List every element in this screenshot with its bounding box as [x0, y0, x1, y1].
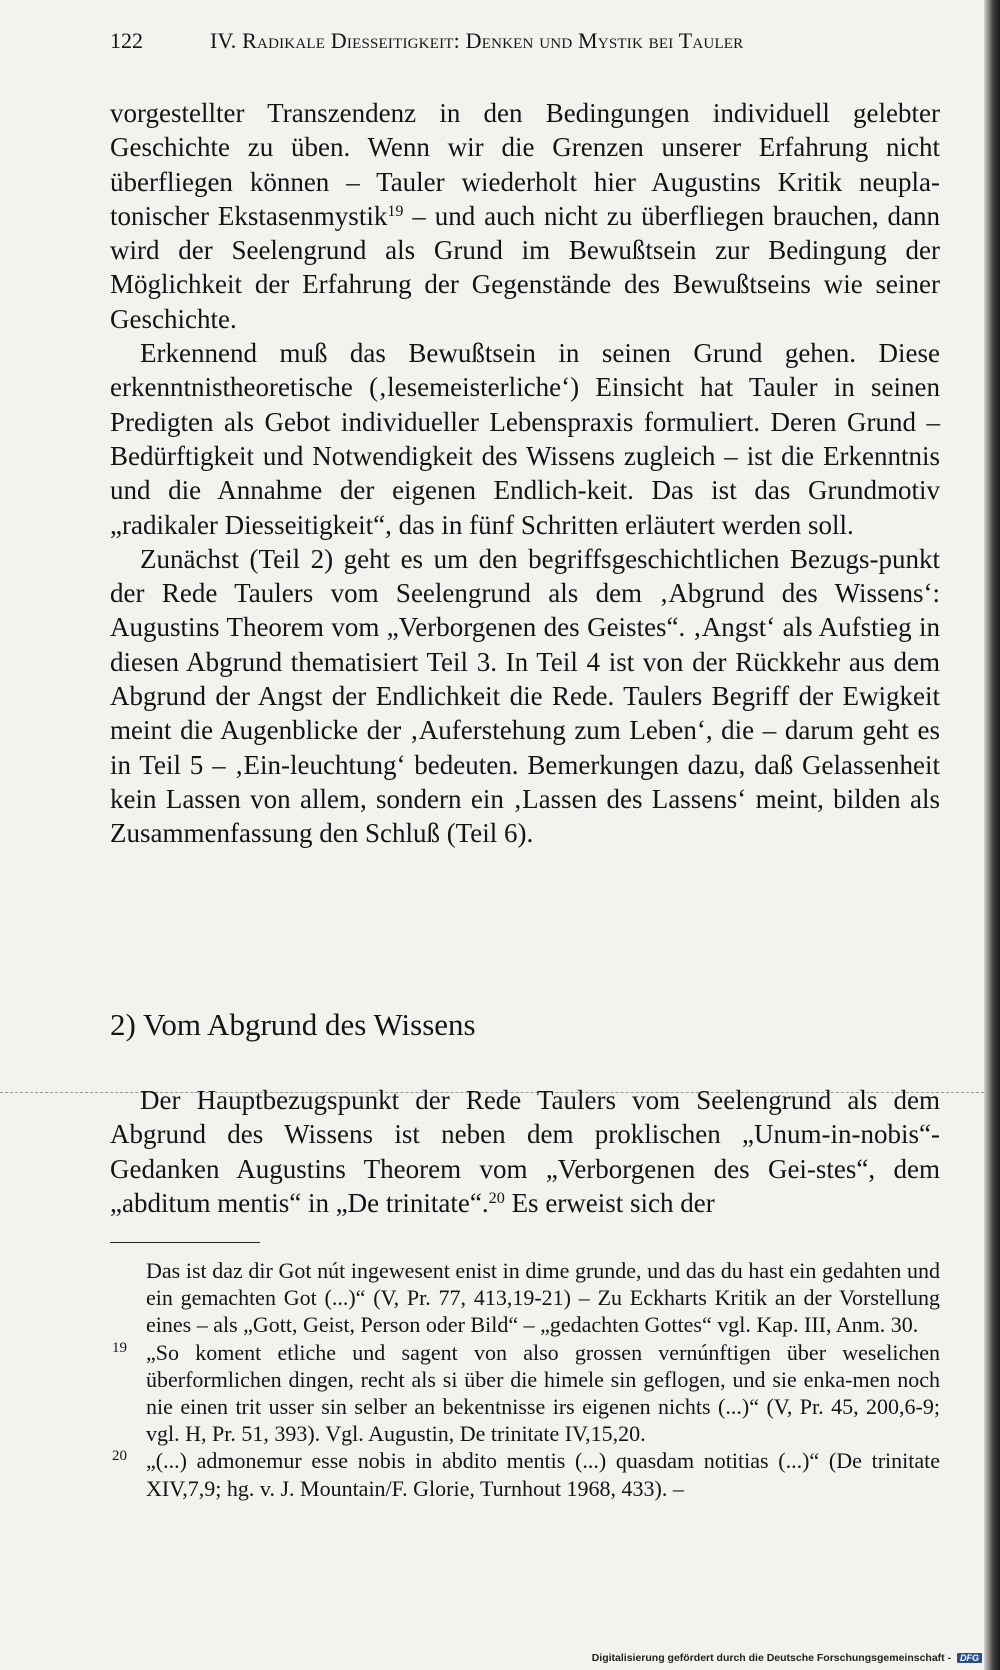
footnote-text: „(...) admonemur esse nobis in abdito mentis (...) quasdam notitias (...)“ (De trinitate XIV,7,9; hg. v. J. Mountain/F. Glorie, Turnhout 1968, 433). –	[146, 1448, 940, 1501]
footnote-text: Das ist daz dir Got nút ingewesent enist in dime grunde, und das du hast ein gedahten und ein gemachten Got (...)“ (V, Pr. 77, 413,19-21) – Zu Eckharts Kritik an der Vorstellung eines – als „Gott, Geist, Person oder Bild“ – „gedachten Gottes“ vgl. Kap. III, Anm. 30.	[146, 1258, 940, 1338]
book-spine-shadow	[984, 0, 1000, 1670]
paragraph-text: Der Hauptbezugspunkt der Rede Taulers vom Seelengrund als dem Abgrund des Wissens ist neben dem proklischen „Unum-in-nobis“-Gedanken Augustins Theorem vom „Verborgenen des Gei-stes“, dem „abditum mentis“ in „De trinitate“.	[110, 1085, 940, 1218]
footnote-number: 20	[112, 1448, 127, 1465]
section-intro-text	[110, 96, 940, 851]
paragraph	[110, 96, 940, 336]
section-abgrund-text	[110, 1083, 940, 1220]
section-heading: 2) Vom Abgrund des Wissens	[110, 1007, 476, 1042]
footnote-19	[110, 1339, 940, 1448]
footnotes	[110, 1257, 940, 1502]
footnote-number: 19	[112, 1339, 127, 1356]
footnote-separator	[110, 1242, 260, 1243]
footnote-20	[110, 1447, 940, 1501]
paragraph-text: vorgestellter Transzendenz in den Bedingungen individuell gelebter Geschichte zu üben. Wenn wir die Grenzen unserer Erfahrung nicht überfliegen können – Tauler wiederholt hier Augustins Kritik neupla-tonischer Ekstasenmystik	[110, 98, 940, 231]
paragraph-text: – und auch nicht zu überfliegen brauchen, dann wird der Seelengrund als Grund im Bewußtsein zur Bedingung der Möglichkeit der Erfahrung der Gegenstände des Bewußtseins wie seiner Geschichte.	[110, 200, 940, 334]
paragraph-text: Es erweist sich der	[504, 1187, 715, 1218]
digitization-credit	[592, 1652, 982, 1664]
page-header	[110, 28, 940, 58]
paragraph	[110, 1083, 940, 1220]
page-number: 122	[110, 28, 143, 53]
footnote-ref-19[interactable]: 19	[387, 201, 404, 220]
footnote-text: „So koment etliche und sagent von also grossen vernúnftigen über weselichen überformlichen dingen, recht als si über die himele sin geflogen, und sie enka-men noch nie einen trit usser sin selber an bekentnisse irs eigenen nichts (...)“ (V, Pr. 45, 200,6-9; vgl. H, Pr. 51, 393). Vgl. Augustin, De trinitate IV,15,20.	[146, 1339, 940, 1447]
footnote-continuation	[110, 1257, 940, 1339]
running-title: IV. Radikale Diesseitigkeit: Denken und Mystik bei Tauler	[210, 28, 744, 53]
paragraph: Erkennend muß das Bewußtsein in seinen Grund gehen. Diese erkenntnistheoretische (‚lesemeisterliche‘) Einsicht hat Tauler in seinen Predigten als Gebot individueller Lebenspraxis formuliert. Deren Grund – Bedürftigkeit und Notwendigkeit des Wissens zugleich – ist die Erkenntnis und die Annahme der eigenen Endlich-keit. Das ist das Grundmotiv „radikaler Diesseitigkeit“, das in fünf Schritten erläutert werden soll.	[110, 338, 940, 540]
credit-text: Digitalisierung gefördert durch die Deutsche Forschungsgemeinschaft -	[591, 1652, 952, 1664]
dfg-logo: DFG	[957, 1653, 982, 1663]
footnote-ref-20[interactable]: 20	[488, 1188, 505, 1207]
paragraph: Zunächst (Teil 2) geht es um den begriffsgeschichtlichen Bezugs-punkt der Rede Taulers vom Seelengrund als dem ‚Abgrund des Wissens‘: Augustins Theorem vom „Verborgenen des Geistes“. ‚Angst‘ als Aufstieg in diesen Abgrund thematisiert Teil 3. In Teil 4 ist von der Rückkehr aus dem Abgrund der Angst der Endlichkeit die Rede. Taulers Begriff der Ewigkeit meint die Augenblicke der ‚Auferstehung zum Leben‘, die – darum geht es in Teil 5 – ‚Ein-leuchtung‘ bedeuten. Bemerkungen dazu, daß Gelassenheit kein Lassen von allem, sondern ein ‚Lassen des Lassens‘ meint, bilden als Zusammenfassung den Schluß (Teil 6).	[110, 543, 940, 849]
